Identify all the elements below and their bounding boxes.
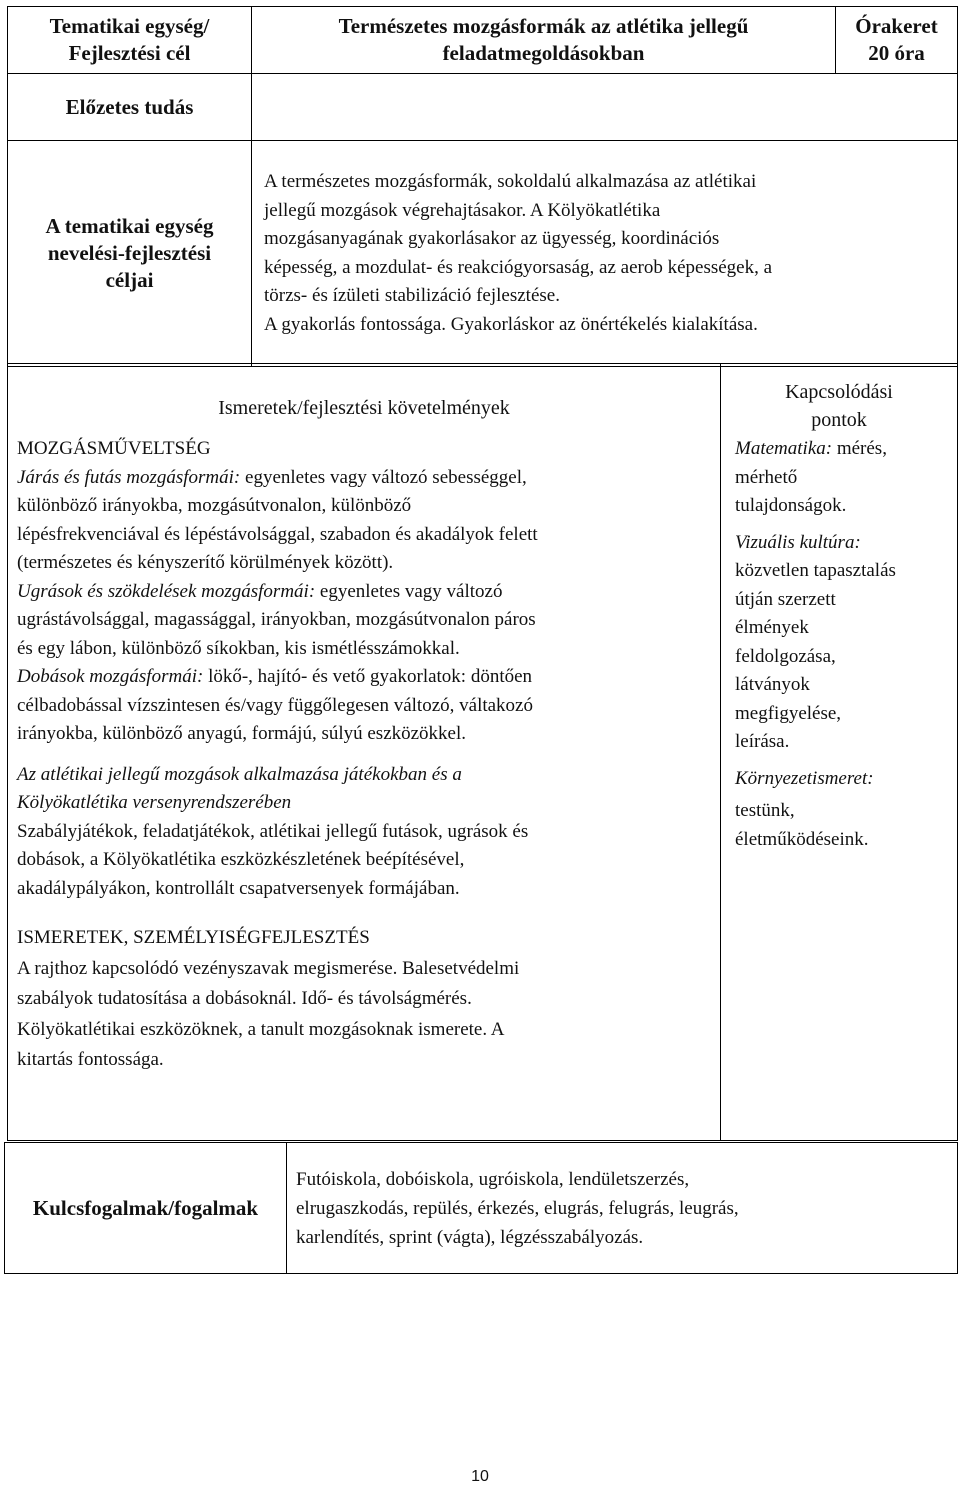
throwing-line: célbadobással vízszintesen és/vagy függőlegesen változó, váltakozó	[17, 694, 533, 716]
jumping-paragraph	[17, 578, 714, 664]
hours-cell	[836, 7, 958, 74]
connections-heading-line1: Kapcsolódási	[785, 381, 893, 403]
walking-line: (természetes és kényszerítő körülmények között).	[17, 552, 394, 573]
math-label: Matematika:	[735, 438, 833, 459]
throwing-line: lökő-, hajító- és vető gyakorlatok: döntően	[203, 666, 533, 687]
games-line: Szabályjátékok, feladatjátékok, atlétikai jellegű futások, ugrások és	[17, 820, 529, 842]
visual-line: látványok	[735, 674, 810, 695]
unit-header-table	[7, 6, 958, 367]
math-line: mérhető	[735, 466, 798, 488]
goals-label-cell	[8, 141, 252, 367]
connections-content	[721, 435, 957, 854]
visual-line: közvetlen tapasztalás	[735, 560, 896, 581]
goals-label-line1: A tematikai egység	[45, 214, 214, 238]
unit-title-cell	[252, 7, 836, 74]
requirements-heading: Ismeretek/fejlesztési követelmények	[218, 397, 510, 419]
jumping-line: és egy lábon, különböző síkokban, kis ismétlésszámokkal.	[17, 637, 460, 659]
unit-label-line2: Fejlesztési cél	[68, 41, 191, 65]
page-number: 10	[471, 1468, 489, 1485]
visual-line: élmények	[735, 617, 809, 638]
environment-line: életműködéseink.	[735, 828, 869, 850]
math-line: tulajdonságok.	[735, 495, 847, 516]
keywords-table	[4, 1142, 958, 1274]
knowledge-line: Kölyökatlétikai eszközöknek, a tanult mozgásoknak ismerete. A	[17, 1018, 505, 1040]
keywords-line: karlendítés, sprint (vágta), légzésszabályozás.	[296, 1226, 644, 1248]
goals-label-line2: nevelési-fejlesztési	[47, 241, 212, 265]
math-line: mérés,	[832, 438, 887, 459]
keywords-line: elrugaszkodás, repülés, érkezés, elugrás, felugrás, leugrás,	[296, 1197, 739, 1219]
unit-label-line1: Tematikai egység/	[49, 14, 210, 38]
environment-label: Környezetismeret:	[735, 767, 874, 789]
walking-label: Járás és futás mozgásformái:	[17, 466, 241, 488]
goals-line: törzs- és ízületi stabilizáció fejlesztése.	[264, 285, 560, 306]
connections-cell	[721, 364, 958, 1141]
keywords-text	[287, 1143, 958, 1274]
jumping-line: ugrástávolsággal, magassággal, irányokban, mozgásútvonalon páros	[17, 609, 536, 630]
section-title-knowledge: ISMERETEK, SZEMÉLYISÉGFEJLESZTÉS	[17, 927, 370, 948]
walking-line: egyenletes vagy változó sebességgel,	[240, 466, 527, 488]
walking-running-paragraph	[17, 464, 714, 578]
hours-label: Órakeret	[855, 14, 938, 38]
throwing-paragraph	[17, 663, 714, 749]
jumping-label: Ugrások és szökdelések mozgásformái:	[17, 580, 316, 602]
goals-line: jellegű mozgások végrehajtásakor. A Kölyökatlétika	[264, 199, 661, 221]
knowledge-line: szabályok tudatosítása a dobásoknál. Idő- és távolságmérés.	[17, 988, 472, 1009]
unit-label-cell	[8, 7, 252, 74]
games-title-line: Kölyökatlétika versenyrendszerében	[17, 792, 292, 813]
visual-line: megfigyelése,	[735, 702, 842, 724]
requirements-table	[7, 363, 958, 1141]
unit-title-line2: feladatmegoldásokban	[442, 41, 645, 65]
jumping-line: egyenletes vagy változó	[315, 580, 503, 602]
keywords-line: Futóiskola, dobóiskola, ugróiskola, lendületszerzés,	[296, 1168, 690, 1190]
visual-line: leírása.	[735, 731, 790, 752]
hours-value: 20 óra	[868, 41, 925, 65]
goals-line: mozgásanyagának gyakorlásakor az ügyesség, koordinációs	[264, 228, 720, 249]
games-title-line: Az atlétikai jellegű mozgások alkalmazása játékokban és a	[17, 763, 462, 785]
games-line: akadálypályákon, kontrollált csapatversenyek formájában.	[17, 877, 460, 899]
prior-knowledge-value	[252, 74, 958, 141]
goals-label-line3: céljai	[105, 268, 154, 292]
games-paragraph	[17, 761, 714, 904]
visual-line: útján szerzett	[735, 588, 836, 610]
requirements-content	[8, 435, 720, 1076]
goals-text	[252, 141, 958, 367]
keywords-label: Kulcsfogalmak/fogalmak	[5, 1143, 287, 1274]
walking-line: lépésfrekvenciával és lépéstávolsággal, szabadon és akadályok felett	[17, 523, 538, 545]
prior-knowledge-label: Előzetes tudás	[8, 74, 252, 141]
unit-title-line1: Természetes mozgásformák az atlétika jellegű	[338, 14, 749, 38]
goals-line: A természetes mozgásformák, sokoldalú alkalmazása az atlétikai	[264, 171, 757, 192]
throwing-label: Dobások mozgásformái:	[17, 666, 204, 687]
environment-line: testünk,	[735, 800, 795, 821]
games-line: dobások, a Kölyökatlétika eszközkészletének beépítésével,	[17, 849, 465, 870]
visual-culture-label: Vizuális kultúra:	[735, 531, 861, 553]
connections-heading	[721, 364, 957, 435]
knowledge-line: kitartás fontossága.	[17, 1049, 164, 1070]
throwing-line: irányokba, különböző anyagú, formájú, súlyú eszközökkel.	[17, 723, 467, 744]
goals-line: A gyakorlás fontossága. Gyakorláskor az önértékelés kialakítása.	[264, 313, 758, 335]
connections-heading-line2: pontok	[811, 409, 867, 431]
knowledge-line: A rajthoz kapcsolódó vezényszavak megismerése. Balesetvédelmi	[17, 957, 520, 979]
requirements-cell	[8, 364, 721, 1141]
goals-line: képesség, a mozdulat- és reakciógyorsaság, az aerob képességek, a	[264, 256, 773, 278]
knowledge-paragraph	[17, 923, 714, 1076]
visual-line: feldolgozása,	[735, 645, 836, 667]
section-title-movement: MOZGÁSMŰVELTSÉG	[17, 438, 211, 459]
walking-line: különböző irányokba, mozgásútvonalon, különböző	[17, 495, 412, 516]
